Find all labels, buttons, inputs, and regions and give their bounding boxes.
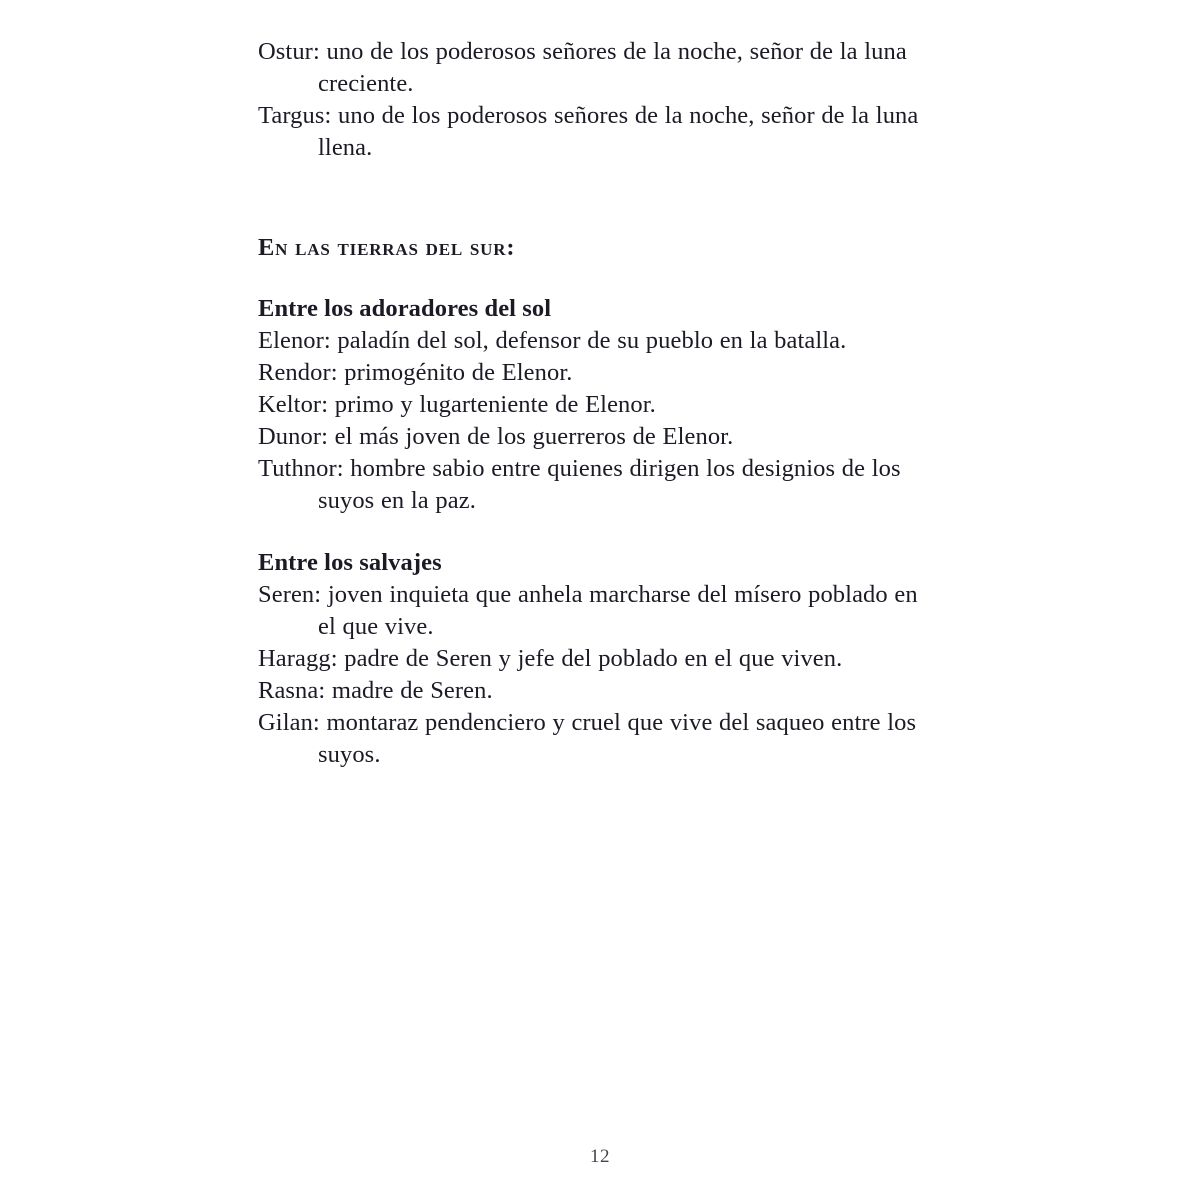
group-adoradores-del-sol	[258, 293, 930, 517]
page-number: 12	[590, 1146, 610, 1167]
group-heading: Entre los adoradores del sol	[258, 295, 552, 322]
list-item: Haragg: padre de Seren y jefe del poblado en el que viven.	[258, 645, 843, 672]
list-item: Gilan: montaraz pendenciero y cruel que vive del saqueo entre los suyos.	[258, 709, 917, 768]
spacer	[258, 517, 930, 547]
section-heading: En las tierras del sur:	[258, 234, 516, 261]
spacer	[258, 264, 930, 293]
list-item: Rendor: primogénito de Elenor.	[258, 359, 573, 386]
text-column	[258, 36, 930, 771]
group-heading: Entre los salvajes	[258, 549, 442, 576]
list-item: Rasna: madre de Seren.	[258, 677, 493, 704]
spacer	[258, 164, 930, 232]
list-item: Seren: joven inquieta que anhela marcharse del mísero poblado en el que vive.	[258, 581, 918, 640]
list-item: Tuthnor: hombre sabio entre quienes dirigen los designios de los suyos en la paz.	[258, 455, 901, 514]
list-item: Elenor: paladín del sol, defensor de su pueblo en la batalla.	[258, 327, 847, 354]
top-entry-list	[258, 36, 930, 164]
list-item: Dunor: el más joven de los guerreros de Elenor.	[258, 423, 734, 450]
list-item: Ostur: uno de los poderosos señores de la noche, señor de la luna creciente.	[258, 38, 907, 97]
list-item: Targus: uno de los poderosos señores de la noche, señor de la luna llena.	[258, 102, 919, 161]
group-salvajes	[258, 547, 930, 771]
list-item: Keltor: primo y lugarteniente de Elenor.	[258, 391, 656, 418]
